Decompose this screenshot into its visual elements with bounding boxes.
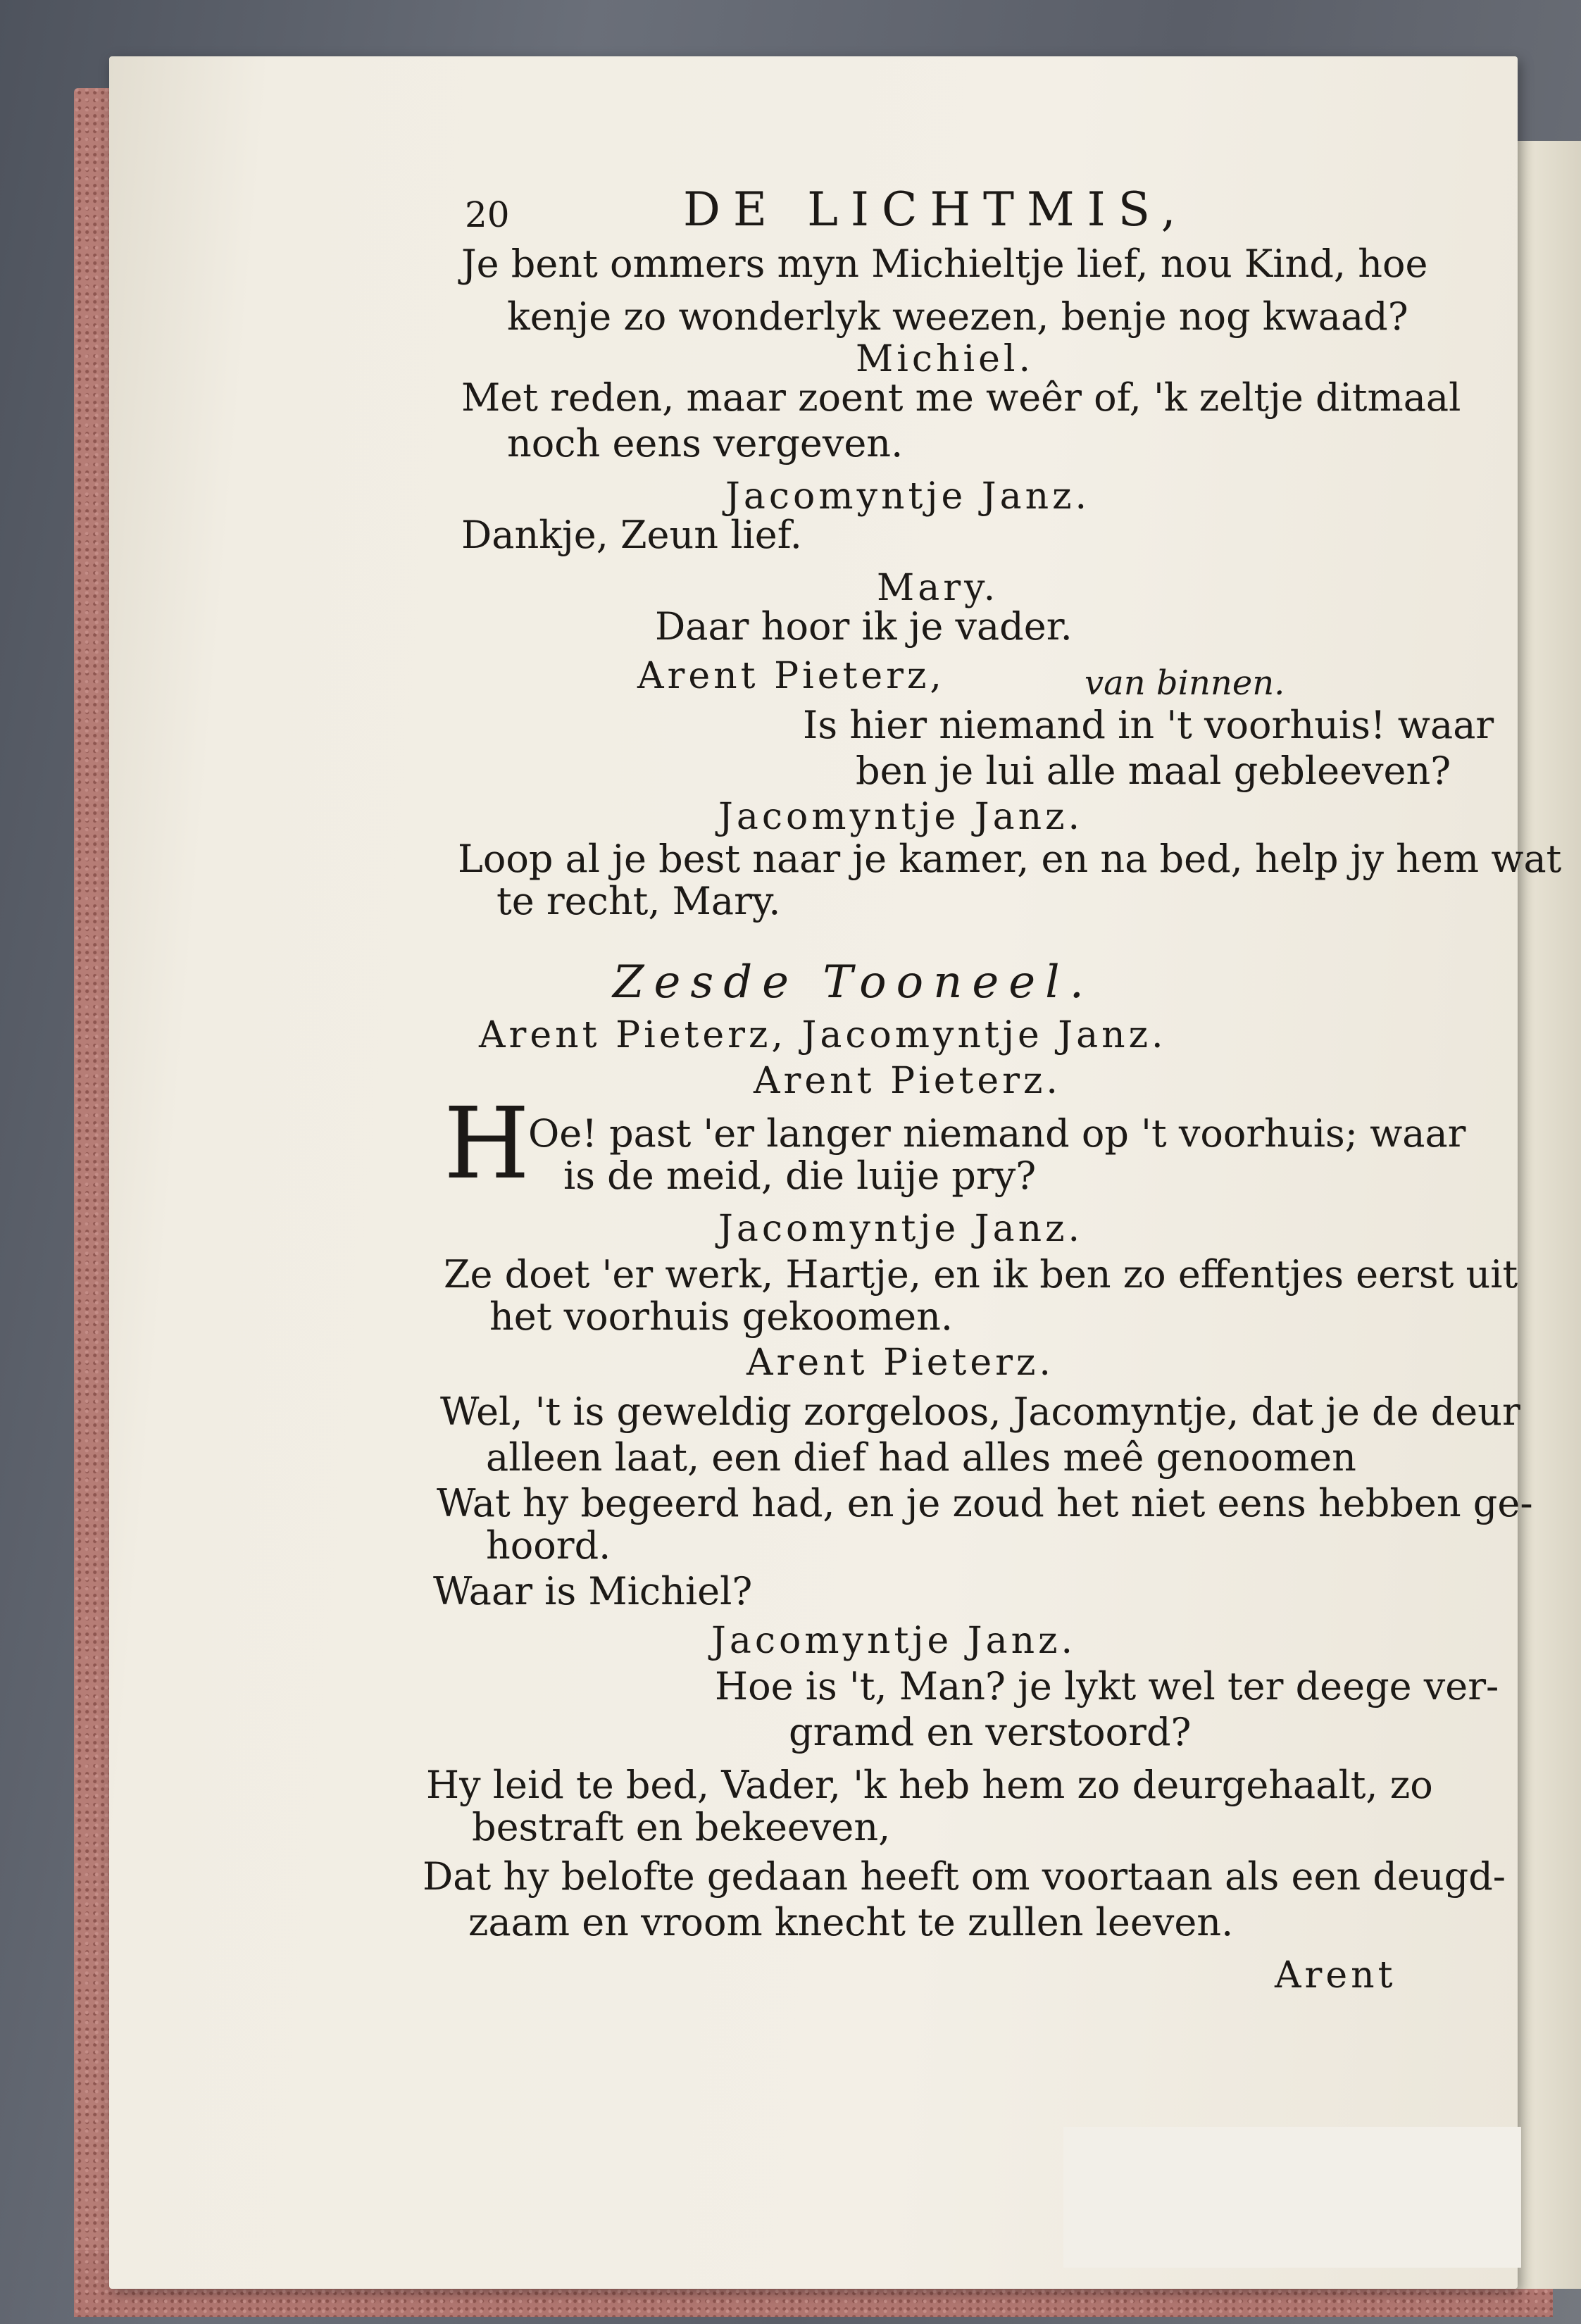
text-line: Wel, 't is geweldig zorgeloos, Jacomyntje, dat je de deur <box>440 1389 1520 1434</box>
text-line: ben je lui alle maal gebleeven? <box>856 749 1451 793</box>
text-line: zaam en vroom knecht te zullen leeven. <box>468 1900 1234 1944</box>
text-line: noch eens vergeven. <box>507 421 904 466</box>
text-line: Oe! past 'er langer niemand op 't voorhuis; waar <box>528 1111 1466 1156</box>
text-line: Is hier niemand in 't voorhuis! waar <box>803 703 1494 747</box>
scene-heading: Zesde Tooneel. <box>613 956 1094 1008</box>
text-line: hoord. <box>486 1523 611 1568</box>
text-line: Je bent ommers myn Michieltje lief, nou Kind, hoe <box>461 242 1428 286</box>
text-line: bestraft en bekeeven, <box>472 1805 891 1849</box>
speaker-name: Arent Pieterz. <box>754 1060 1061 1102</box>
text-line: Dankje, Zeun lief. <box>461 513 802 557</box>
text-line: Ze doet 'er werk, Hartje, en ik ben zo effentjes eerst uit <box>444 1252 1518 1297</box>
speaker-name: Jacomyntje Janz. <box>711 1620 1077 1662</box>
speaker-name: Jacomyntje Janz. <box>718 796 1084 838</box>
drop-cap: H <box>444 1087 530 1201</box>
text-line: Dat hy belofte gedaan heeft om voortaan als een deugd- <box>423 1854 1506 1899</box>
catchword: Arent <box>1275 1954 1396 1997</box>
text-line: kenje zo wonderlyk weezen, benje nog kwaad? <box>507 294 1408 339</box>
text-line: het voorhuis gekoomen. <box>489 1294 954 1339</box>
text-line: gramd en verstoord? <box>789 1710 1192 1754</box>
text-line: Hoe is 't, Man? je lykt wel ter deege ver- <box>715 1664 1499 1708</box>
text-line: Daar hoor ik je vader. <box>655 604 1073 649</box>
speaker-name: Michiel. <box>856 338 1035 380</box>
text-line: Met reden, maar zoent me weêr of, 'k zeltje ditmaal <box>461 375 1461 420</box>
text-line: Loop al je best naar je kamer, en na bed, help jy hem wat <box>458 837 1562 881</box>
running-title: DE LICHTMIS, <box>683 182 1189 237</box>
page-number: 20 <box>465 194 510 235</box>
scene-cast: Arent Pieterz, Jacomyntje Janz. <box>479 1014 1167 1056</box>
text-line: Wat hy begeerd had, en je zoud het niet eens hebben ge- <box>437 1481 1533 1525</box>
speaker-name: Arent Pieterz, <box>637 655 945 697</box>
speaker-name: Arent Pieterz. <box>746 1342 1054 1384</box>
speaker-name: Jacomyntje Janz. <box>718 1208 1084 1250</box>
text-line: Waar is Michiel? <box>433 1569 753 1613</box>
text-line: alleen laat, een dief had alles meê genoomen <box>486 1435 1356 1480</box>
speaker-name: Jacomyntje Janz. <box>725 475 1091 518</box>
text-line: te recht, Mary. <box>496 879 781 923</box>
text-line: is de meid, die luije pry? <box>563 1154 1037 1198</box>
speaker-name: Mary. <box>877 567 999 609</box>
text-line: Hy leid te bed, Vader, 'k heb hem zo deurgehaalt, zo <box>426 1763 1433 1807</box>
stage-direction: van binnen. <box>1085 663 1285 703</box>
